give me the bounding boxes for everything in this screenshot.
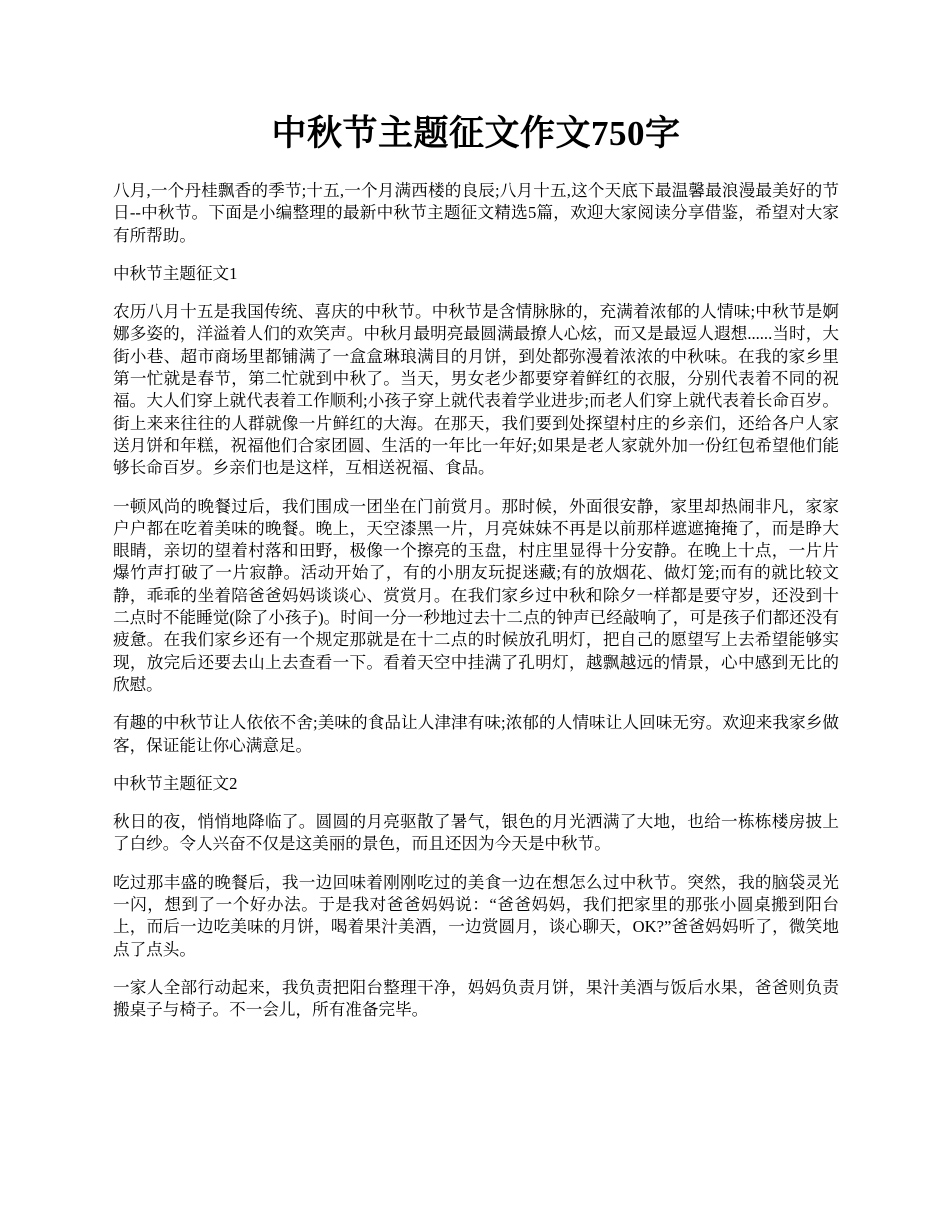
body-paragraph: 一家人全部行动起来，我负责把阳台整理干净，妈妈负责月饼，果汁美酒与饭后水果，爸爸则负责搬桌子与椅子。不一会儿，所有准备完毕。 <box>113 977 839 1020</box>
body-paragraph: 一顿风尚的晚餐过后，我们围成一团坐在门前赏月。那时候，外面很安静，家里却热闹非凡，家家户户都在吃着美味的晚餐。晚上，天空漆黑一片，月亮妹妹不再是以前那样遮遮掩掩了，而是睁大眼睛，亲切的望着村落和田野，极像一个擦亮的玉盘，村庄里显得十分安静。在晚上十点，一片片爆竹声打破了一片寂静。活动开始了，有的小朋友玩捉迷藏;有的放烟花、做灯笼;而有的就比较文静，乖乖的坐着陪爸爸妈妈谈谈心、赏赏月。在我们家乡过中秋和除夕一样都是要守岁，还没到十二点时不能睡觉(除了小孩子)。时间一分一秒地过去十二点的钟声已经敲响了，可是孩子们都还没有疲惫。在我们家乡还有一个规定那就是在十二点的时候放孔明灯，把自己的愿望写上去希望能够实现，放完后还要去山上去查看一下。看着天空中挂满了孔明灯，越飘越远的情景，心中感到无比的欣慰。 <box>113 496 839 694</box>
section-heading: 中秋节主题征文1 <box>113 263 238 283</box>
document-page <box>113 110 839 1038</box>
body-paragraph: 有趣的中秋节让人依依不舍;美味的食品让人津津有味;浓郁的人情味让人回味无穷。欢迎来我家乡做客，保证能让你心满意足。 <box>113 713 839 755</box>
body-paragraph: 农历八月十五是我国传统、喜庆的中秋节。中秋节是含情脉脉的，充满着浓郁的人情味;中秋节是婀娜多姿的，洋溢着人们的欢笑声。中秋月最明亮最圆满最撩人心炫，而又是最逗人遐想......当时，大街小巷、超市商场里都铺满了一盒盒琳琅满目的月饼，到处都弥漫着浓浓的中秋味。在我的家乡里第一忙就是春节，第二忙就到中秋了。当天，男女老少都要穿着鲜红的衣服，分别代表着不同的祝福。大人们穿上就代表着工作顺利;小孩子穿上就代表着学业进步;而老人们穿上就代表着长命百岁。街上来来往往的人群就像一片鲜红的大海。在那天，我们要到处探望村庄的乡亲们，还给各户人家送月饼和年糕，祝福他们合家团圆、生活的一年比一年好;如果是老人家就外加一份红包希望他们能够长命百岁。乡亲们也是这样，互相送祝福、食品。 <box>113 302 839 478</box>
intro-paragraph: 八月,一个丹桂飘香的季节;十五,一个月满西楼的良辰;八月十五,这个天底下最温馨最浪漫最美好的节日--中秋节。下面是小编整理的最新中秋节主题征文精选5篇，欢迎大家阅读分享借鉴，希望对大家有所帮助。 <box>113 181 839 245</box>
section-heading: 中秋节主题征文2 <box>113 773 238 793</box>
body-paragraph: 秋日的夜，悄悄地降临了。圆圆的月亮驱散了暑气，银色的月光洒满了大地，也给一栋栋楼房披上了白纱。令人兴奋不仅是这美丽的景色，而且还因为今天是中秋节。 <box>113 812 839 854</box>
document-title: 中秋节主题征文作文750字 <box>271 114 681 153</box>
body-paragraph: 吃过那丰盛的晚餐后，我一边回味着刚刚吃过的美食一边在想怎么过中秋节。突然，我的脑袋灵光一闪，想到了一个好办法。于是我对爸爸妈妈说：“爸爸妈妈，我们把家里的那张小圆桌搬到阳台上，而后一边吃美味的月饼，喝着果汁美酒，一边赏圆月，谈心聊天，OK?”爸爸妈妈听了，微笑地点了点头。 <box>113 872 839 959</box>
